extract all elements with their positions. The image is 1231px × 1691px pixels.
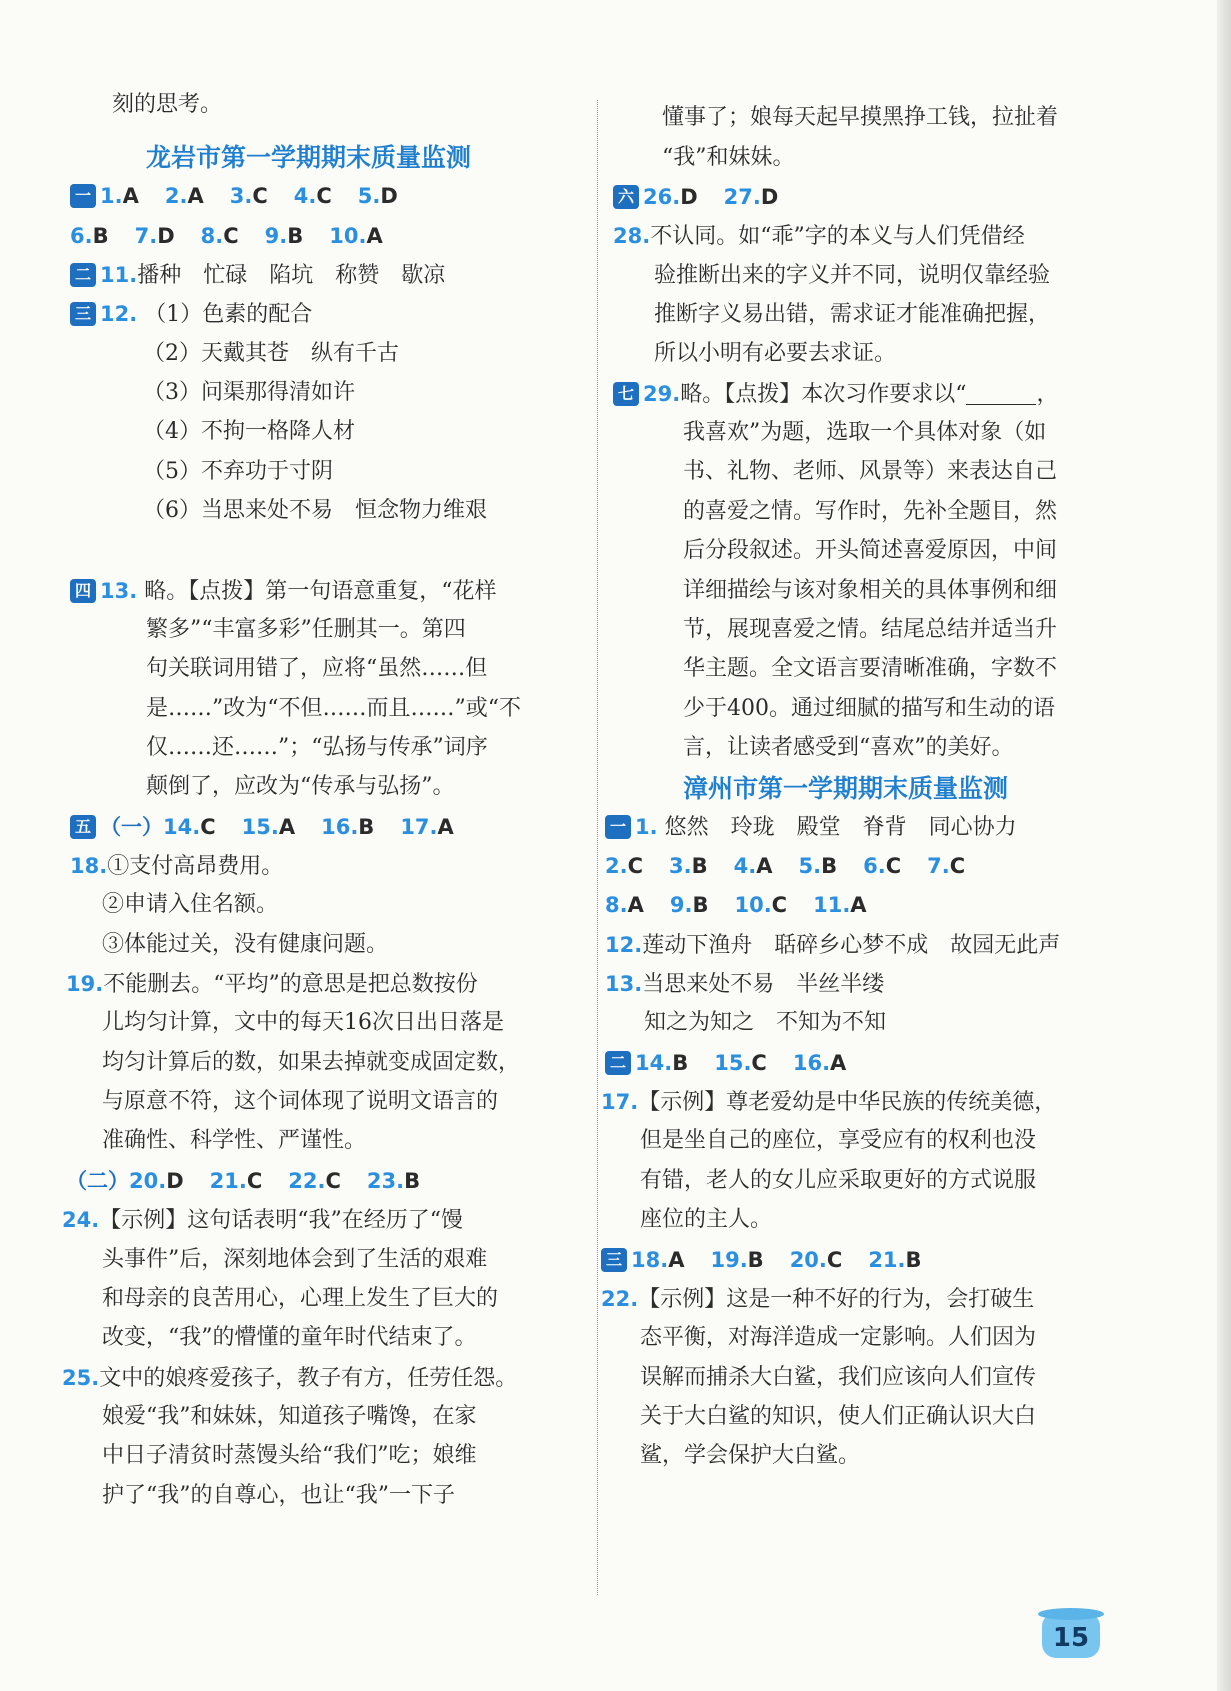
answer-row: 四 13. 略。【点拨】第一句语意重复，“花样 [70, 570, 496, 612]
text-line: 颠倒了，应改为“传承与弘扬”。 [146, 774, 455, 799]
answer-row: 8.A 9.B 10.C 11.A [605, 893, 867, 917]
section-badge: 四 [70, 579, 96, 603]
text-line: 和母亲的良苦用心，心理上发生了巨大的 [102, 1286, 499, 1311]
text-line: 头事件”后，深刻地体会到了生活的艰难 [102, 1247, 488, 1272]
answer-row: 18.①支付高昂费用。 [70, 854, 284, 879]
text-line: 座位的主人。 [640, 1207, 773, 1232]
section-badge: 三 [601, 1248, 627, 1272]
text-line: 句关联词用错了，应将“虽然……但 [146, 656, 488, 681]
section-badge: 七 [613, 382, 639, 406]
answer-row: （二）20.D 21.C 22.C 23.B [66, 1169, 421, 1193]
text-line: 中日子清贫时蒸馒头给“我们”吃；娘维 [102, 1443, 477, 1468]
text-line: （3）问渠那得清如许 [143, 380, 355, 405]
answer-row: 24.【示例】这句话表明“我”在经历了“馒 [62, 1208, 463, 1233]
section-badge: 六 [613, 185, 639, 209]
text-line: 但是坐自己的座位，享受应有的权利也没 [640, 1128, 1037, 1153]
section-badge: 三 [70, 302, 96, 326]
text-line: 鲨，学会保护大白鲨。 [640, 1443, 861, 1468]
text-line: 详细描绘与该对象相关的具体事例和细 [683, 578, 1058, 603]
text-line: 节，展现喜爱之情。结尾总结并适当升 [683, 617, 1058, 642]
text-line: 是……”改为“不但……而且……”或“不 [146, 696, 521, 721]
text-line: 知之为知之 不知为不知 [644, 1010, 887, 1035]
page-edge [1217, 0, 1231, 1691]
section-badge: 五 [70, 815, 96, 839]
text-line: 与原意不符，这个词体现了说明文语言的 [102, 1089, 499, 1114]
text-line: 儿均匀计算，文中的每天16次日出日落是 [102, 1010, 504, 1035]
answer-row: 二 14.B 15.C 16.A [605, 1042, 846, 1084]
text-line: ②申请入住名额。 [102, 892, 279, 917]
answer-row: 三 18.A 19.B 20.C 21.B [601, 1239, 922, 1281]
answer-row: 25.文中的娘疼爱孩子，教子有方，任劳任怨。 [62, 1366, 518, 1391]
answer-row: 2.C 3.B 4.A 5.B 6.C 7.C [605, 854, 966, 878]
text-line: 误解而捕杀大白鲨，我们应该向人们宣传 [640, 1365, 1037, 1390]
text-line: 验推断出来的字义并不同，说明仅靠经验 [654, 263, 1051, 288]
text-line: 言，让读者感受到“喜欢”的美好。 [683, 735, 1014, 760]
text-line: ③体能过关，没有健康问题。 [102, 932, 389, 957]
text-line: （5）不弃功于寸阴 [143, 459, 333, 484]
text-line: 推断字义易出错，需求证才能准确把握， [654, 302, 1051, 327]
fill-blank [966, 382, 1036, 405]
text-line: 我喜欢”为题，选取一个具体对象（如 [683, 420, 1047, 445]
text-line: 书、礼物、老师、风景等）来表达自己 [683, 459, 1058, 484]
section-title-longyan: 龙岩市第一学期期末质量监测 [146, 143, 472, 172]
answer-row: 三 12. （1）色素的配合 [70, 293, 312, 335]
answer-row: 22.【示例】这是一种不好的行为，会打破生 [601, 1287, 1035, 1312]
text-line: 有错，老人的女儿应采取更好的方式说服 [640, 1168, 1037, 1193]
text-line: “我”和妹妹。 [662, 145, 795, 170]
section-badge: 一 [605, 815, 631, 839]
text-line: （6）当思来处不易 恒念物力维艰 [143, 498, 487, 523]
answer-row: 一 1. 悠然 玲珑 殿堂 脊背 同心协力 [605, 806, 1017, 848]
section-badge: 一 [70, 184, 96, 208]
text-line: 护了“我”的自尊心，也让“我”一下子 [102, 1483, 455, 1508]
section-title-zhangzhou: 漳州市第一学期期末质量监测 [683, 774, 1009, 803]
text-line: 懂事了；娘每天起早摸黑挣工钱，拉扯着 [662, 105, 1059, 130]
text-line: 刻的思考。 [112, 92, 223, 117]
answer-row: 6.B 7.D 8.C 9.B 10.A [70, 224, 383, 248]
answer-row: 五 （一）14.C 15.A 16.B 17.A [70, 806, 454, 848]
text-line: 娘爱“我”和妹妹，知道孩子嘴馋，在家 [102, 1404, 477, 1429]
text-line: 均匀计算后的数，如果去掉就变成固定数， [102, 1050, 521, 1075]
answer-row: 二 11.播种 忙碌 陷坑 称赞 歇凉 [70, 254, 445, 296]
text-line: 所以小明有必要去求证。 [654, 341, 897, 366]
answer-row: 19.不能删去。“平均”的意思是把总数按份 [66, 972, 478, 997]
text-line: （2）天戴其苍 纵有千古 [143, 341, 399, 366]
answer-row: 一 1.A 2.A 3.C 4.C 5.D [70, 175, 398, 217]
answer-row: 12.莲动下渔舟 聒碎乡心梦不成 故园无此声 [605, 933, 1061, 958]
text-line: 少于400。通过细腻的描写和生动的语 [683, 696, 1055, 721]
answer-row: 13.当思来处不易 半丝半缕 [605, 972, 885, 997]
text-line: （4）不拘一格降人材 [143, 419, 355, 444]
text-line: 态平衡，对海洋造成一定影响。人们因为 [640, 1325, 1037, 1350]
answer-row: 七 29.略。【点拨】本次习作要求以“ ， [613, 373, 1058, 415]
text-line: 后分段叙述。开头简述喜爱原因，中间 [683, 538, 1058, 563]
page-number: 15 [1042, 1614, 1100, 1658]
text-line: 的喜爱之情。写作时，先补全题目，然 [683, 499, 1058, 524]
text-line: 华主题。全文语言要清晰准确，字数不 [683, 656, 1058, 681]
section-badge: 二 [70, 263, 96, 287]
answer-row: 六 26.D 27.D [613, 176, 778, 218]
section-badge: 二 [605, 1051, 631, 1075]
answer-row: 17.【示例】尊老爱幼是中华民族的传统美德， [601, 1090, 1057, 1115]
text-line: 繁多”“丰富多彩”任删其一。第四 [146, 617, 466, 642]
text-line: 关于大白鲨的知识，使人们正确认识大白 [640, 1404, 1037, 1429]
text-line: 改变，“我”的懵懂的童年时代结束了。 [102, 1325, 477, 1350]
text-line: 仅……还……”；“弘扬与传承”词序 [146, 735, 488, 760]
text-line: 准确性、科学性、严谨性。 [102, 1128, 367, 1153]
answer-row: 28.不认同。如“乖”字的本义与人们凭借经 [613, 224, 1025, 249]
column-divider [597, 100, 598, 1595]
